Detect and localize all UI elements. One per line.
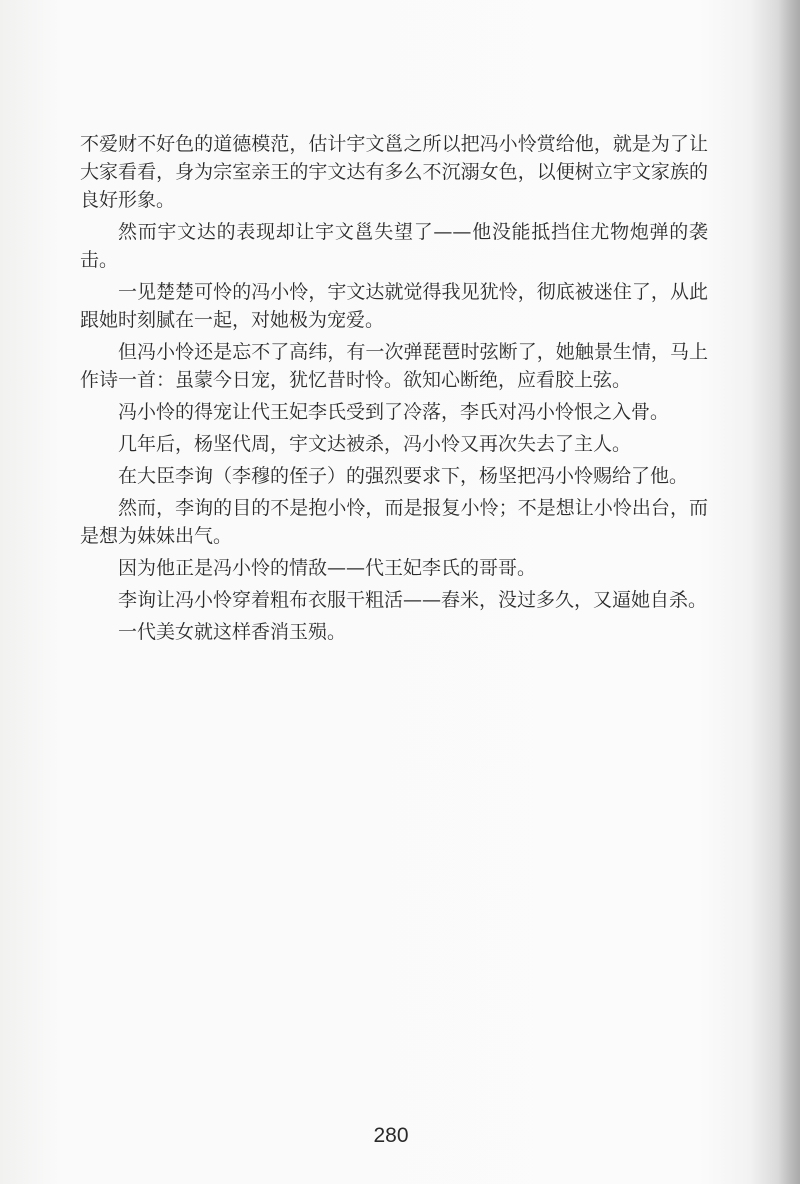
paragraph-5: 冯小怜的得宠让代王妃李氏受到了冷落，李氏对冯小怜恨之入骨。 bbox=[118, 401, 670, 423]
paragraph-2: 然而宇文达的表现却让宇文邕失望了——他没能抵挡住尤物炮弹的袭击。 bbox=[80, 221, 708, 271]
paragraph-1: 不爱财不好色的道德模范，估计宇文邕之所以把冯小怜赏给他，就是为了让大家看看，身为宗室亲王的宇文达有多么不沉溺女色，以便树立宇文家族的良好形象。 bbox=[80, 133, 708, 211]
paragraph-8: 然而，李询的目的不是抱小怜，而是报复小怜；不是想让小怜出台，而是想为妹妹出气。 bbox=[80, 497, 708, 547]
paragraph-9: 因为他正是冯小怜的情敌——代王妃李氏的哥哥。 bbox=[118, 557, 537, 579]
paragraph-10: 李询让冯小怜穿着粗布衣服干粗活——舂米，没过多久，又逼她自杀。 bbox=[118, 589, 708, 611]
paragraph-6: 几年后，杨坚代周，宇文达被杀，冯小怜又再次失去了主人。 bbox=[118, 433, 632, 455]
body-text bbox=[80, 130, 708, 650]
spine-shadow bbox=[778, 0, 800, 1184]
paragraph-4: 但冯小怜还是忘不了高纬，有一次弹琵琶时弦断了，她触景生情，马上作诗一首：虽蒙今日宠，犹忆昔时怜。欲知心断绝，应看胶上弦。 bbox=[80, 341, 708, 391]
paragraph-11: 一代美女就这样香消玉殒。 bbox=[118, 621, 347, 643]
page-number: 280 bbox=[373, 1124, 409, 1147]
paragraph-3: 一见楚楚可怜的冯小怜，宇文达就觉得我见犹怜，彻底被迷住了，从此跟她时刻腻在一起，对她极为宠爱。 bbox=[80, 281, 708, 331]
paragraph-7: 在大臣李询（李穆的侄子）的强烈要求下，杨坚把冯小怜赐给了他。 bbox=[118, 465, 689, 487]
